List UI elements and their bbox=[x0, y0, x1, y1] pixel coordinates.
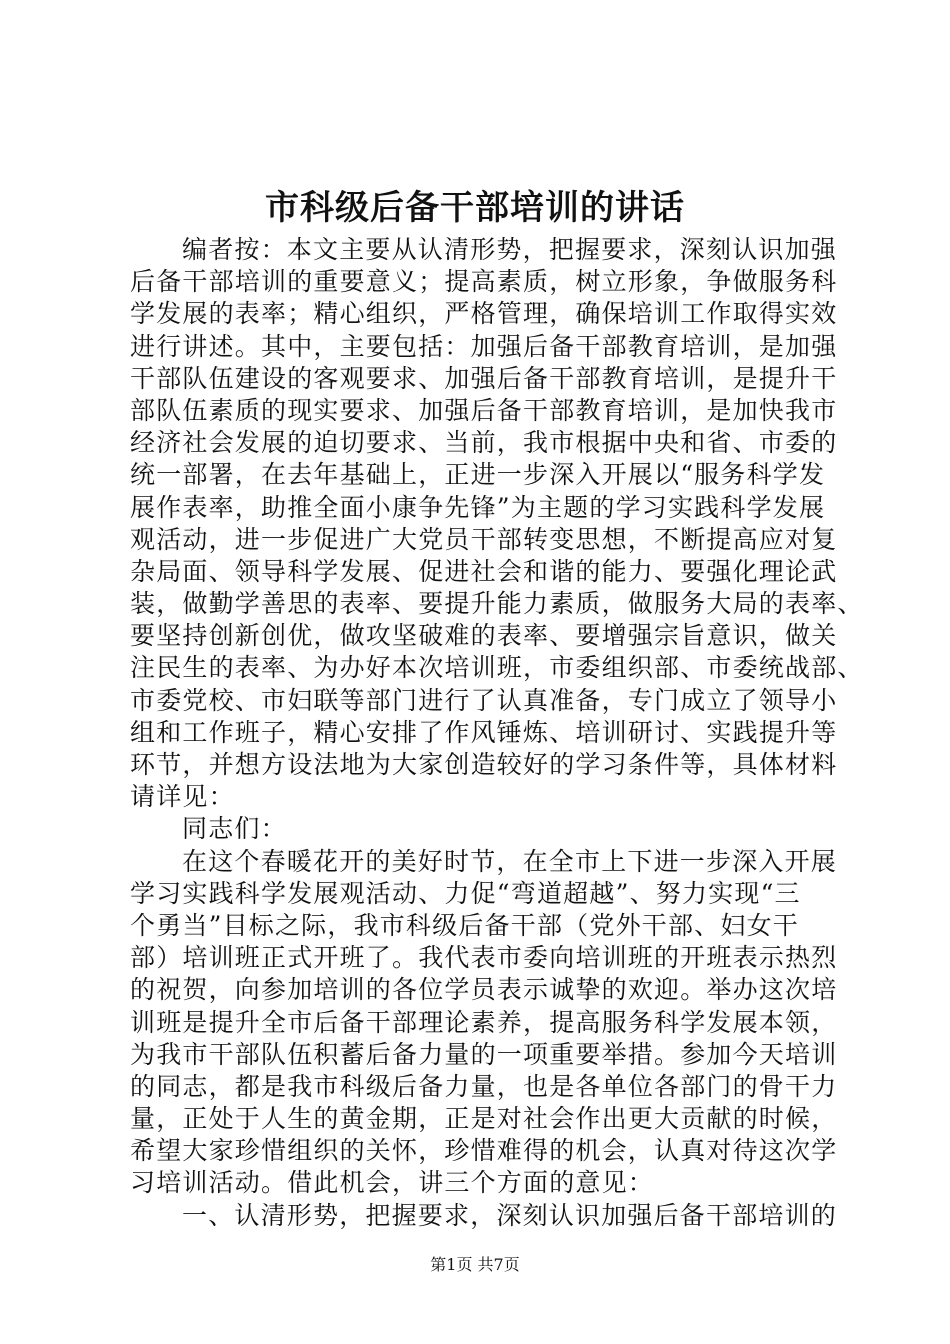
text-line: 进行讲述。其中，主要包括：加强后备干部教育培训，是加强 bbox=[130, 331, 838, 361]
text-line: 杂局面、领导科学发展、促进社会和谐的能力、要强化理论武 bbox=[130, 556, 838, 586]
text-line: 市委党校、市妇联等部门进行了认真准备，专门成立了领导小 bbox=[130, 685, 838, 715]
text-line: 后备干部培训的重要意义；提高素质，树立形象，争做服务科 bbox=[130, 267, 838, 297]
text-line: 要坚持创新创优，做攻坚破难的表率、要增强宗旨意识，做关 bbox=[130, 621, 838, 651]
text-line: 为我市干部队伍积蓄后备力量的一项重要举措。参加今天培训 bbox=[130, 1039, 838, 1069]
page-footer: 第1页 共7页 bbox=[430, 1255, 520, 1274]
text-line: 的祝贺，向参加培训的各位学员表示诚挚的欢迎。举办这次培 bbox=[130, 975, 838, 1005]
salutation: 同志们： bbox=[182, 814, 287, 844]
text-line: 的同志，都是我市科级后备力量，也是各单位各部门的骨干力 bbox=[130, 1071, 838, 1101]
text-line: 部队伍素质的现实要求、加强后备干部教育培训，是加快我市 bbox=[130, 395, 838, 425]
text-line: 学发展的表率；精心组织，严格管理，确保培训工作取得实效 bbox=[130, 299, 838, 329]
text-line: 希望大家珍惜组织的关怀，珍惜难得的机会，认真对待这次学 bbox=[130, 1136, 838, 1166]
text-line: 注民生的表率、为办好本次培训班，市委组织部、市委统战部、 bbox=[130, 653, 864, 683]
text-line: 部）培训班正式开班了。我代表市委向培训班的开班表示热烈 bbox=[130, 943, 838, 973]
text-line: 装，做勤学善思的表率、要提升能力素质，做服务大局的表率、 bbox=[130, 589, 864, 619]
text-line: 观活动，进一步促进广大党员干部转变思想，不断提高应对复 bbox=[130, 524, 838, 554]
text-line: 统一部署，在去年基础上，正进一步深入开展以“服务科学发 bbox=[130, 460, 826, 490]
text-line: 展作表率，助推全面小康争先锋”为主题的学习实践科学发展 bbox=[130, 492, 826, 522]
text-line: 环节，并想方设法地为大家创造较好的学习条件等，具体材料 bbox=[130, 750, 838, 779]
text-line: 干部队伍建设的客观要求、加强后备干部教育培训，是提升干 bbox=[130, 363, 838, 393]
text-line: 在这个春暖花开的美好时节，在全市上下进一步深入开展 bbox=[182, 846, 838, 876]
text-line: 经济社会发展的迫切要求、当前，我市根据中央和省、市委的 bbox=[130, 428, 838, 458]
text-line: 编者按：本文主要从认清形势，把握要求，深刻认识加强 bbox=[182, 235, 838, 264]
section-heading: 一、认清形势，把握要求，深刻认识加强后备干部培训的 bbox=[182, 1200, 838, 1230]
document-body bbox=[130, 234, 864, 1232]
text-line: 个勇当”目标之际，我市科级后备干部（党外干部、妇女干 bbox=[130, 910, 799, 940]
text-line: 请详见： bbox=[130, 782, 235, 812]
document-title: 市科级后备干部培训的讲话 bbox=[265, 188, 685, 228]
text-line: 习培训活动。借此机会，讲三个方面的意见： bbox=[130, 1168, 655, 1198]
text-line: 学习实践科学发展观活动、力促“弯道超越”、努力实现“三 bbox=[130, 878, 801, 908]
text-line: 训班是提升全市后备干部理论素养，提高服务科学发展本领， bbox=[130, 1007, 838, 1037]
text-line: 组和工作班子，精心安排了作风锤炼、培训研讨、实践提升等 bbox=[130, 717, 838, 747]
text-line: 量，正处于人生的黄金期，正是对社会作出更大贡献的时候， bbox=[130, 1104, 838, 1134]
